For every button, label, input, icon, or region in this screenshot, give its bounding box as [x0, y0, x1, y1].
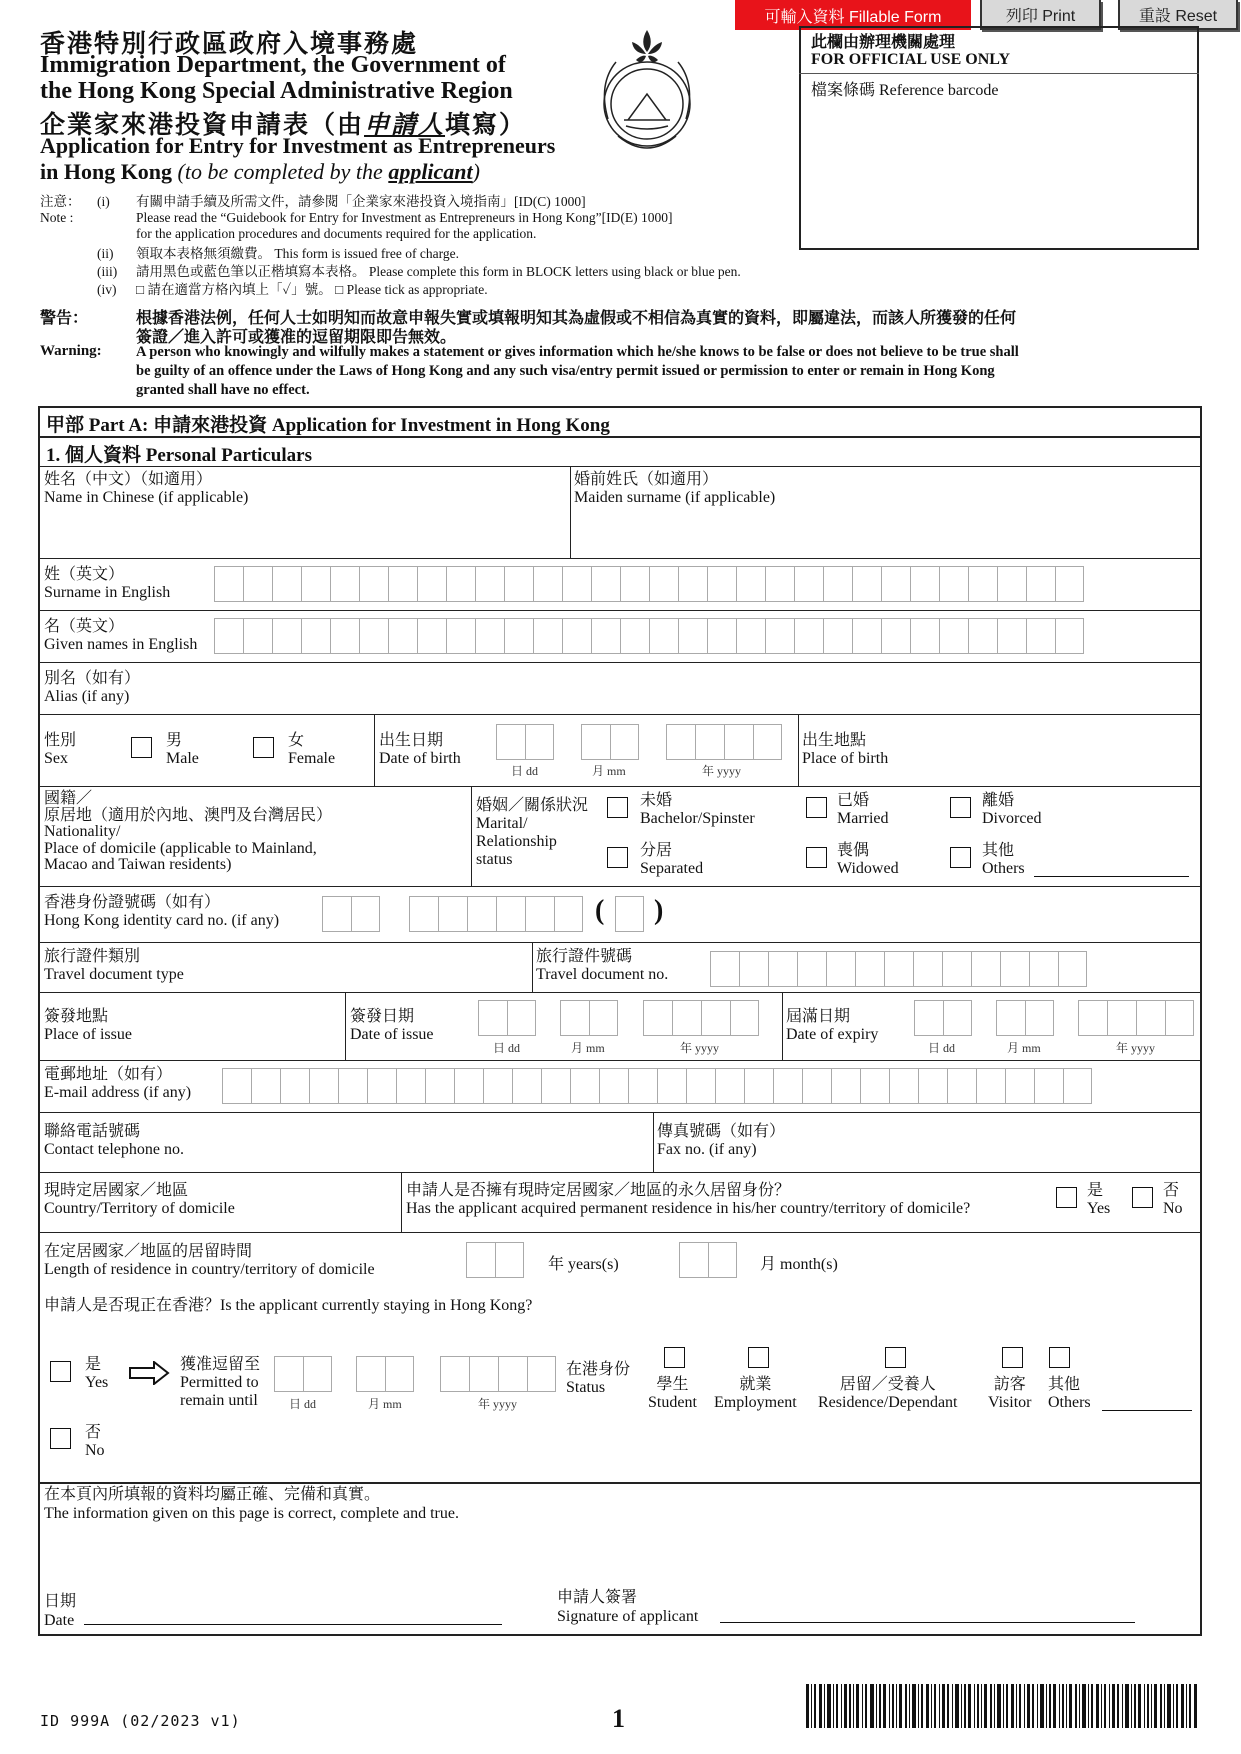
note-ii: 領取本表格無須繳費。 This form is issued free of charge. — [136, 246, 459, 261]
official-use-zh: 此欄由辦理機關處理 — [811, 34, 956, 51]
form-title-en-1: Application for Entry for Investment as Entrepreneurs — [40, 133, 556, 158]
dob-dd-hint: 日 dd — [511, 764, 539, 778]
date-label: 日期 Date — [44, 1593, 77, 1629]
fax-label: 傳真號碼（如有） Fax no. (if any) — [657, 1123, 786, 1158]
telephone-label: 聯絡電話號碼 Contact telephone no. — [44, 1123, 184, 1158]
residence-dependant-label: 居留／受養人 Residence/Dependant — [818, 1376, 958, 1411]
marital-married-checkbox[interactable] — [806, 797, 827, 818]
issue-year-input[interactable] — [643, 1000, 759, 1036]
residence-years-input[interactable] — [466, 1242, 524, 1278]
note-i-en-1: Please read the “Guidebook for Entry for Investment as Entrepreneurs in Hong Kong”[ID(E) 1000] — [136, 210, 673, 225]
warning-zh-1: 根據香港法例，任何人士如明知而故意申報失實或填報明知其為虛假或不相信為真實的資料，即屬違法，而該人所獲發的任何 — [136, 310, 1017, 327]
permit-yyyy-hint: 年 yyyy — [478, 1397, 518, 1411]
page-number: 1 — [612, 1704, 625, 1733]
marital-widowed-checkbox[interactable] — [806, 847, 827, 868]
hkid-label: 香港身份證號碼（如有） Hong Kong identity card no. (if any) — [44, 894, 280, 929]
hkid-check-digit-input[interactable] — [615, 896, 644, 932]
fillable-form-button[interactable]: 可輸入資料 Fillable Form — [735, 0, 971, 30]
sex-label: 性別 Sex — [44, 732, 77, 767]
travel-doc-no-label: 旅行證件號碼 Travel document no. — [536, 948, 669, 983]
email-label: 電郵地址（如有） E-mail address (if any) — [44, 1066, 192, 1101]
marital-others-label: 其他 Others — [982, 842, 1025, 877]
dob-label: 出生日期 Date of birth — [379, 732, 461, 767]
part-a-title: 甲部 Part A: 申請來港投資 Application for Investment in Hong Kong — [46, 415, 610, 436]
given-names-input[interactable] — [214, 618, 1084, 654]
dept-title-en-2: the Hong Kong Special Administrative Region — [40, 78, 513, 104]
email-input[interactable] — [222, 1068, 1092, 1104]
status-others-label: 其他 Others — [1048, 1376, 1091, 1411]
note-i-num: (i) — [97, 194, 110, 209]
note-iii: 請用黑色或藍色筆以正楷填寫本表格。 Please complete this form in BLOCK letters using black or blue pen. — [136, 264, 741, 279]
male-label: 男 Male — [166, 732, 199, 767]
warning-zh-2: 簽證／進入許可或獲准的逗留期限即告無效。 — [136, 329, 457, 346]
divorced-label: 離婚 Divorced — [982, 792, 1042, 827]
date-of-expiry-label: 屆滿日期 Date of expiry — [786, 1008, 879, 1043]
surname-input[interactable] — [214, 566, 1084, 602]
single-label: 未婚 Bachelor/Spinster — [640, 792, 755, 827]
status-employment-checkbox[interactable] — [748, 1347, 769, 1368]
note-iii-num: (iii) — [97, 264, 118, 279]
permit-year-input[interactable] — [440, 1356, 556, 1392]
staying-yes-checkbox[interactable] — [50, 1361, 71, 1382]
right-arrow-icon — [128, 1361, 170, 1385]
permit-mm-hint: 月 mm — [368, 1397, 402, 1411]
dob-month-input[interactable] — [581, 724, 639, 760]
signature-input[interactable] — [720, 1622, 1135, 1623]
length-of-residence-label: 在定居國家／地區的居留時間 Length of residence in country/territory of domicile — [44, 1243, 375, 1278]
domicile-label: 現時定居國家／地區 Country/Territory of domicile — [44, 1182, 235, 1217]
dob-day-input[interactable] — [496, 724, 554, 760]
expiry-mm-hint: 月 mm — [1007, 1041, 1041, 1055]
expiry-dd-hint: 日 dd — [928, 1041, 956, 1055]
note-i-zh: 有關申請手續及所需文件，請參閱「企業家來港投資入境指南」[ID(C) 1000] — [136, 194, 586, 209]
marital-divorced-checkbox[interactable] — [950, 797, 971, 818]
dept-title-zh: 香港特別行政區政府入境事務處 — [40, 31, 419, 58]
months-label: 月 month(s) — [760, 1256, 838, 1273]
reference-barcode-label: 檔案條碼 Reference barcode — [811, 82, 999, 99]
employment-label: 就業 Employment — [714, 1376, 797, 1411]
warning-label-zh: 警告： — [40, 310, 89, 327]
warning-en: A person who knowingly and wilfully makes a statement or gives information which he/she knows to be false or does not believe to be true shall be guilty of an offence under the Laws of Hong Kong and any such visa/entry permit issued or permission to enter or remain in Hong Kong granted shall have no effect. — [136, 344, 1019, 398]
note-i-en-2: for the application procedures and documents required for the application. — [136, 226, 537, 241]
note-label-en: Note : — [40, 210, 74, 225]
date-of-issue-label: 簽發日期 Date of issue — [350, 1008, 434, 1043]
widowed-label: 喪偶 Widowed — [837, 842, 899, 877]
note-iv: □ 請在適當方格內填上「✓」號。 □ Please tick as appropriate. — [136, 282, 488, 297]
maiden-surname-label: 婚前姓氏（如適用） Maiden surname (if applicable) — [574, 471, 776, 506]
dob-yyyy-hint: 年 yyyy — [702, 764, 742, 778]
dob-mm-hint: 月 mm — [592, 764, 626, 778]
note-ii-num: (ii) — [97, 246, 114, 261]
official-use-en: FOR OFFICIAL USE ONLY — [811, 51, 1010, 68]
section-1-title: 1. 個人資料 Personal Particulars — [46, 445, 312, 466]
married-label: 已婚 Married — [837, 792, 889, 827]
pr-no-checkbox[interactable] — [1132, 1187, 1153, 1208]
hkid-prefix-input[interactable] — [322, 896, 380, 932]
marital-single-checkbox[interactable] — [607, 797, 628, 818]
status-student-checkbox[interactable] — [664, 1347, 685, 1368]
place-of-birth-label: 出生地點 Place of birth — [802, 732, 889, 767]
pr-yes-checkbox[interactable] — [1056, 1187, 1077, 1208]
hkid-close-paren: ) — [654, 895, 664, 926]
staying-question: 申請人是否現正在香港？Is the applicant currently staying in Hong Kong? — [44, 1297, 533, 1314]
declaration-text: 在本頁內所填報的資料均屬正確、完備和真實。 The information given on this page is correct, complete and true. — [44, 1486, 459, 1522]
barcode-icon — [806, 1684, 1198, 1728]
status-visitor-checkbox[interactable] — [1002, 1347, 1023, 1368]
visitor-label: 訪客 Visitor — [988, 1376, 1032, 1411]
form-title-zh: 企業家來港投資申請表（由申請人填寫） — [40, 112, 527, 139]
hkid-open-paren: ( — [595, 895, 605, 926]
issue-day-input[interactable] — [478, 1000, 536, 1036]
student-label: 學生 Student — [648, 1376, 697, 1411]
staying-yes-label: 是 Yes — [85, 1356, 109, 1391]
nationality-label: 國籍／ 原居地（適用於內地、澳門及台灣居民） Nationality/ Place of domicile (applicable to Mainland, Macao and Taiwan residents) — [44, 790, 333, 873]
given-names-label: 名（英文） Given names in English — [44, 618, 198, 653]
permanent-residence-question: 申請人是否擁有現時定居國家／地區的永久居留身份？ Has the applicant acquired permanent residence in his/her country/territory of domicile? — [406, 1182, 971, 1217]
hkid-number-input[interactable] — [409, 896, 583, 932]
travel-doc-no-input[interactable] — [710, 951, 1087, 987]
residence-months-input[interactable] — [679, 1242, 737, 1278]
note-label-zh: 注意： — [40, 194, 81, 209]
pr-yes-label: 是 Yes — [1087, 1182, 1111, 1217]
permit-day-input[interactable] — [274, 1356, 332, 1392]
years-label: 年 years(s) — [548, 1256, 619, 1273]
form-code: ID 999A (02/2023 v1) — [40, 1712, 241, 1730]
permit-dd-hint: 日 dd — [289, 1397, 317, 1411]
issue-month-input[interactable] — [560, 1000, 618, 1036]
alias-label: 別名（如有） Alias (if any) — [44, 670, 141, 705]
dept-title-en-1: Immigration Department, the Government of — [40, 52, 506, 78]
marital-others-checkbox[interactable] — [950, 847, 971, 868]
marital-others-input[interactable] — [1034, 876, 1189, 877]
issue-yyyy-hint: 年 yyyy — [680, 1041, 720, 1055]
issue-mm-hint: 月 mm — [571, 1041, 605, 1055]
name-chinese-label: 姓名（中文）（如適用） Name in Chinese (if applicable) — [44, 471, 249, 506]
surname-label: 姓（英文） Surname in English — [44, 566, 171, 601]
form-title-en-2: in Hong Kong (to be completed by the applicant) — [40, 159, 480, 184]
expiry-month-input[interactable] — [996, 1000, 1054, 1036]
place-of-issue-label: 簽發地點 Place of issue — [44, 1008, 132, 1043]
travel-doc-type-label: 旅行證件類別 Travel document type — [44, 948, 184, 983]
date-input[interactable] — [84, 1624, 502, 1625]
dob-year-input[interactable] — [666, 724, 782, 760]
hk-status-label: 在港身份 Status — [566, 1361, 631, 1396]
staying-no-checkbox[interactable] — [50, 1428, 71, 1449]
separated-label: 分居 Separated — [640, 842, 704, 877]
status-residence-checkbox[interactable] — [885, 1347, 906, 1368]
female-label: 女 Female — [288, 732, 336, 767]
print-button[interactable]: 列印 Print — [980, 0, 1101, 30]
expiry-day-input[interactable] — [914, 1000, 972, 1036]
status-others-input[interactable] — [1102, 1410, 1192, 1411]
sex-male-checkbox[interactable] — [131, 737, 152, 758]
permitted-until-label: 獲准逗留至 Permitted to remain until — [180, 1356, 261, 1409]
sex-female-checkbox[interactable] — [253, 737, 274, 758]
pr-no-label: 否 No — [1163, 1182, 1183, 1217]
status-others-checkbox[interactable] — [1049, 1347, 1070, 1368]
reset-button[interactable]: 重設 Reset — [1118, 0, 1238, 30]
warning-label-en: Warning: — [40, 343, 102, 359]
issue-dd-hint: 日 dd — [493, 1041, 521, 1055]
immigration-emblem-icon — [588, 24, 706, 164]
signature-label: 申請人簽署 Signature of applicant — [557, 1589, 699, 1625]
permit-month-input[interactable] — [356, 1356, 414, 1392]
expiry-yyyy-hint: 年 yyyy — [1116, 1041, 1156, 1055]
staying-no-label: 否 No — [85, 1424, 105, 1459]
expiry-year-input[interactable] — [1078, 1000, 1194, 1036]
marital-separated-checkbox[interactable] — [607, 847, 628, 868]
note-iv-num: (iv) — [97, 282, 117, 297]
marital-status-label: 婚姻／關係狀況 Marital/ Relationship status — [476, 797, 589, 868]
